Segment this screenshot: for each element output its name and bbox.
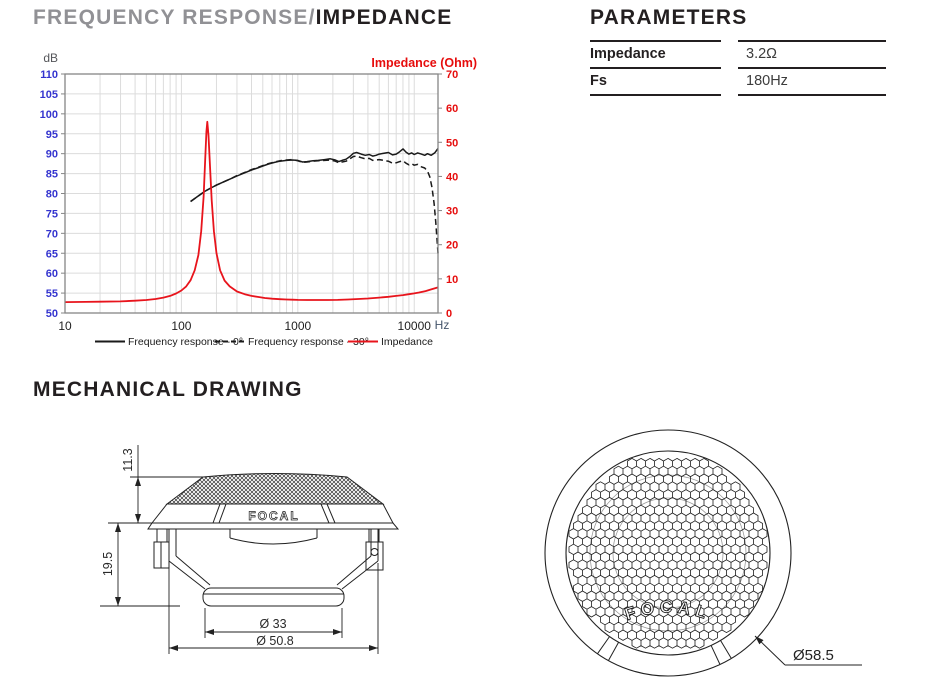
svg-text:40: 40 [446,171,459,184]
param-label: Fs [590,67,721,94]
svg-text:30: 30 [446,205,459,218]
frequency-response-title [33,6,452,30]
svg-text:Impedance: Impedance [381,336,433,348]
rear-cap [203,588,344,606]
svg-text:70: 70 [45,228,58,241]
param-value: 3.2Ω [738,40,886,67]
dim-front-diameter: Ø58.5 [793,647,834,664]
grille-dome-hatched [167,474,383,505]
svg-text:10: 10 [58,319,72,333]
svg-text:70: 70 [446,69,459,81]
focal-logo-front: FOCAL [622,597,714,624]
param-value: 180Hz [738,67,886,94]
dim-inner-diameter: Ø 33 [259,617,287,631]
svg-text:Impedance (Ohm): Impedance (Ohm) [371,56,477,70]
table-bottom-rule [590,94,890,96]
terminal-hole [371,549,378,556]
svg-text:50: 50 [446,137,459,150]
svg-text:90: 90 [45,148,58,161]
param-label: Impedance [590,40,721,67]
svg-text:75: 75 [45,208,58,221]
mechanical-side-view [80,428,420,693]
svg-text:110: 110 [40,69,58,81]
svg-text:0: 0 [446,308,453,320]
svg-text:Hz: Hz [434,318,450,332]
svg-text:60: 60 [446,103,459,116]
dim-outer-diameter: Ø 50.8 [256,634,294,648]
svg-text:1000: 1000 [284,319,312,333]
dim-body-depth: 19.5 [101,551,115,577]
svg-text:20: 20 [446,239,459,252]
svg-text:10000: 10000 [397,319,431,333]
focal-logo-side: FOCAL [248,509,300,523]
dim-grille-height: 11.3 [121,448,135,472]
frequency-impedance-chart [28,45,488,357]
mechanical-front-view [540,425,880,695]
mechanical-drawing-title: MECHANICAL DRAWING [33,378,303,401]
svg-text:105: 105 [39,88,58,101]
svg-text:Frequency response - 30°: Frequency response - 30° [248,336,369,348]
parameters-table [590,40,890,96]
body-cone [169,529,378,589]
svg-text:50: 50 [45,308,58,320]
frequency-response-title-dark: IMPEDANCE [315,6,453,29]
tweeter-side-outline [148,474,398,607]
table-row [590,40,890,67]
parameters-title: PARAMETERS [590,6,748,29]
svg-text:80: 80 [45,188,58,201]
svg-text:65: 65 [45,248,58,261]
svg-text:100: 100 [39,108,58,121]
table-row [590,67,890,94]
svg-text:100: 100 [171,319,192,333]
svg-text:55: 55 [45,288,58,301]
frequency-response-title-gray: FREQUENCY RESPONSE/ [33,6,316,29]
flange-plate [148,523,398,529]
svg-text:85: 85 [45,168,58,181]
svg-text:dB: dB [43,51,58,65]
svg-text:95: 95 [45,128,58,141]
svg-text:10: 10 [446,273,459,286]
svg-text:60: 60 [45,268,58,281]
terminal-left [154,529,169,568]
svg-text:Frequency response - 0°: Frequency response - 0° [128,336,244,348]
internal-lines [230,529,317,544]
